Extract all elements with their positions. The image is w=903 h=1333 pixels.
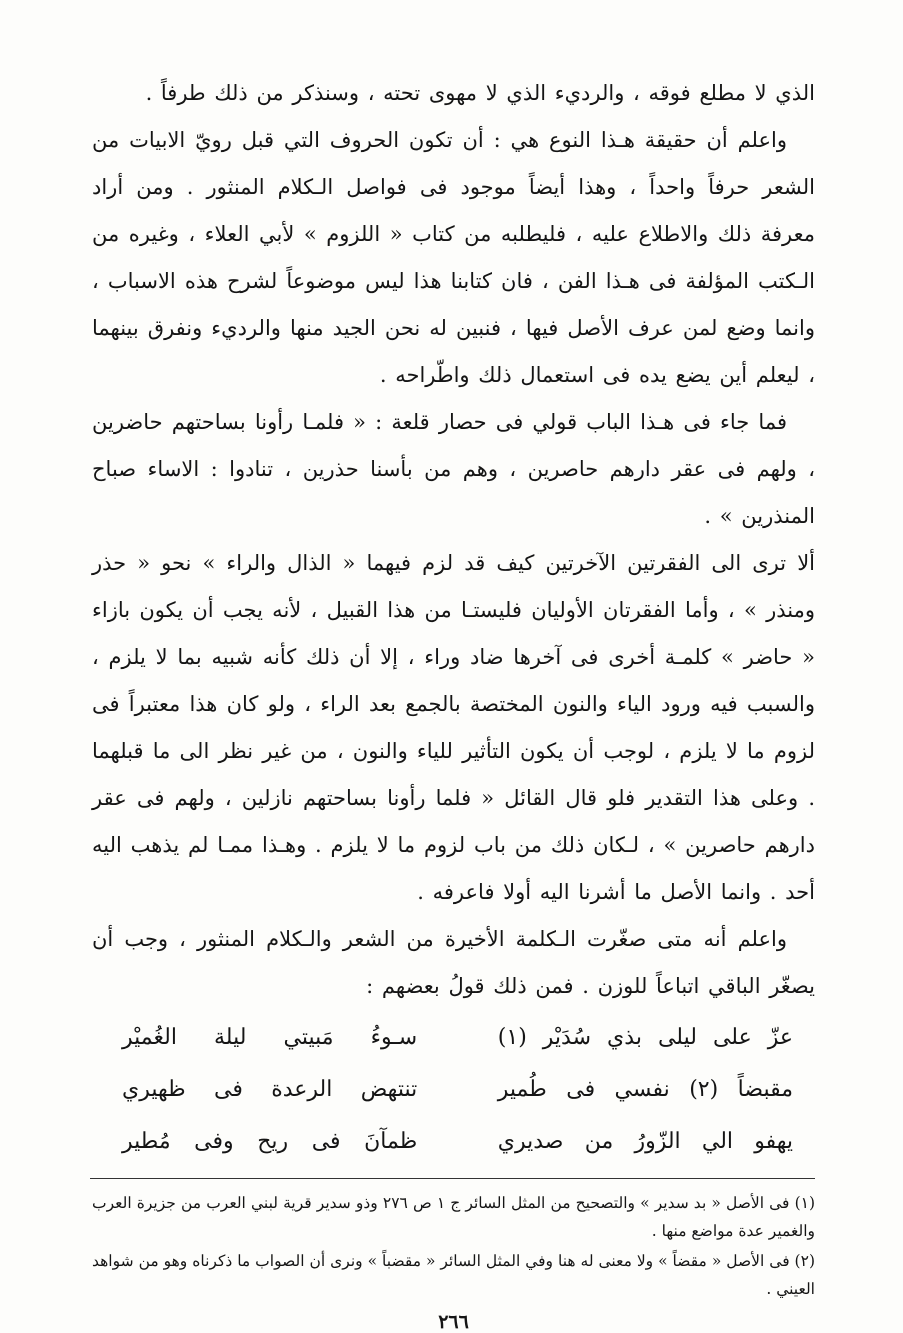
body-text	[92, 70, 815, 1010]
footnote-1: (١) فى الأصل « بد سدير » والتصحيح من المثل السائر ج ١ ص ٢٧٦ وذو سدير قرية لبني العرب من جزيرة العرب والغمير عدة مواضع منها .	[92, 1194, 816, 1240]
paragraph-5: واعلم أنه متى صغّرت الـكلمة الأخيرة من الشعر والـكلام المنثور ، وجب أن يصغّر الباقي اتباعاً للوزن . فمن ذلك قولُ بعضهم :	[92, 927, 815, 998]
poem-verses	[92, 1012, 815, 1168]
verse-line	[92, 1116, 815, 1168]
page-number: ٢٦٦	[438, 1311, 469, 1333]
footnotes	[92, 1189, 815, 1303]
verse-first-hemistich: مقبضاً (٢) نفسي فى طُمير	[497, 1077, 793, 1102]
verse-first-hemistich: عزّ على ليلى بذي سُدَيْر (١)	[497, 1025, 793, 1050]
paragraph-4: ألا ترى الى الفقرتين الآخرتين كيف قد لزم فيهما « الذال والراء » نحو « حذر ومنذر » ، وأما الفقرتان الأوليان فليستـا من هذا القبيل ، لأنه يجب أن يكون بازاء « حاضر » كلمـة أخرى فى آخرها ضاد وراء ، إلا أن ذلك كأنه شبيه بما لا يلزم ، والسبب فيه ورود الياء والنون المختصة بالجمع بعد الراء ، ولو كان هذا معتبراً فى لزوم ما لا يلزم ، لوجب أن يكون التأثير للياء والنون ، من غير نظر الى ما قبلهما . وعلى هذا التقدير فلو قال القائل « فلما رأونا بساحتهم نازلين ، ولهم فى عقر دارهم حاصرين » ، لـكان ذلك من باب لزوم ما لا يلزم . وهـذا ممـا لم يذهب اليه أحد . وانما الأصل ما أشرنا اليه أولا فاعرفه .	[92, 551, 815, 904]
verse-second-hemistich: ظمآنَ فى ريح وفى مُطير	[122, 1129, 418, 1154]
verse-first-hemistich: يهفو الي الزّورُ من صديري	[497, 1129, 793, 1154]
paragraph-2: واعلم أن حقيقة هـذا النوع هي : أن تكون الحروف التي قبل رويّ الابيات من الشعر حرفاً واحداً ، وهذا أيضاً موجود فى فواصل الـكلام المنثور . ومن أراد معرفة ذلك والاطلاع عليه ، فليطلبه من كتاب « اللزوم » لأبي العلاء ، وغيره من الـكتب المؤلفة فى هـذا الفن ، فان كتابنا هذا ليس موضوعاً لشرح هذه الاسباب ، وانما وضع لمن عرف الأصل فيها ، فنبين له نحن الجيد منها والرديء ونفرق بينهما ، ليعلم أين يضع يده فى استعمال ذلك واطّراحه .	[92, 128, 815, 387]
footnote-divider	[90, 1178, 815, 1179]
verse-line	[92, 1064, 815, 1116]
paragraph-1: الذي لا مطلع فوقه ، والرديء الذي لا مهوى تحته ، وسنذكر من ذلك طرفاً .	[145, 81, 815, 105]
verse-second-hemistich: سـوءُ مَبيتي ليلة الغُميْر	[122, 1025, 418, 1050]
verse-line	[92, 1012, 815, 1064]
paragraph-3: فما جاء فى هـذا الباب قولي فى حصار قلعة : « فلمـا رأونا بساحتهم حاضرين ، ولهم فى عقر دارهم حاصرين ، وهم من بأسنا حذرين ، تنادوا : الاساء صباح المنذرين » .	[92, 410, 815, 528]
footnote-2: (٢) فى الأصل « مقضاً » ولا معنى له هنا وفي المثل السائر « مقضباً » ونرى أن الصواب ما ذكرناه وهو من شواهد العيني .	[92, 1252, 815, 1298]
verse-second-hemistich: تنتهض الرعدة فى ظهيري	[122, 1077, 418, 1102]
